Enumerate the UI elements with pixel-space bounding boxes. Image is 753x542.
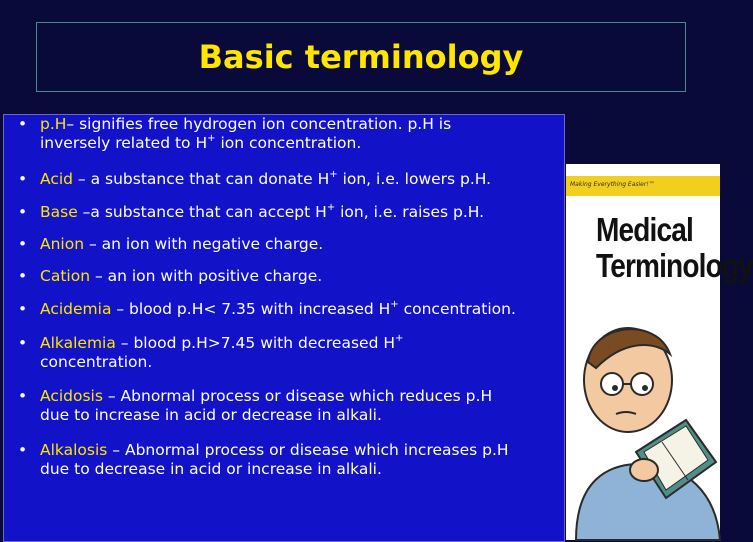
term-definition: – signifies free hydrogen ion concentration. p.H is <box>66 115 452 133</box>
list-item <box>10 387 560 425</box>
bullet-icon: • <box>18 441 28 459</box>
title-box <box>36 22 686 92</box>
term-name: Alkalemia <box>40 334 116 352</box>
list-item <box>10 115 560 153</box>
list-item <box>10 203 560 222</box>
book-tagline: Making Everything Easier!™ <box>570 181 655 188</box>
book-title <box>596 211 753 284</box>
term-definition: – a substance that can donate H <box>73 170 330 188</box>
term-definition: ion, i.e. lowers p.H. <box>337 170 492 188</box>
term-definition: ion concentration. <box>215 134 362 152</box>
superscript: + <box>326 202 336 213</box>
term-name: Acid <box>40 170 73 188</box>
superscript: + <box>395 333 404 344</box>
bullet-icon: • <box>18 203 28 221</box>
bullet-icon: • <box>18 267 28 285</box>
term-definition: –a substance that can accept H <box>77 203 327 221</box>
term-definition: concentration. <box>398 300 516 318</box>
term-definition: – an ion with negative charge. <box>84 235 324 253</box>
term-name: Cation <box>40 267 91 285</box>
list-item <box>10 334 560 372</box>
term-definition: – an ion with positive charge. <box>90 267 323 285</box>
term-definition: ion, i.e. raises p.H. <box>335 203 485 221</box>
term-definition: – Abnormal process or disease which reduces p.H <box>102 387 493 405</box>
term-definition: due to decrease in acid or increase in alkali. <box>40 460 382 478</box>
term-definition: concentration. <box>40 353 153 371</box>
term-name: Anion <box>40 235 85 253</box>
term-definition: – blood p.H< 7.35 with increased H <box>111 300 391 318</box>
term-name: Acidemia <box>40 300 112 318</box>
term-definition: due to increase in acid or decrease in alkali. <box>40 406 382 424</box>
book-title-line: Terminology <box>596 247 753 284</box>
list-item <box>10 235 560 254</box>
list-item <box>10 441 560 479</box>
superscript: + <box>329 169 338 180</box>
term-definition: – blood p.H>7.45 with decreased H <box>115 334 395 352</box>
book-cover-image <box>566 164 753 540</box>
list-item <box>10 267 560 286</box>
bullet-icon: • <box>18 300 28 318</box>
superscript: + <box>390 299 399 310</box>
bullet-icon: • <box>18 387 28 405</box>
term-definition: – Abnormal process or disease which increases p.H <box>107 441 509 459</box>
superscript: + <box>207 133 216 144</box>
term-name: Base <box>40 203 78 221</box>
term-name: Alkalosis <box>40 441 108 459</box>
list-item <box>10 170 560 189</box>
term-definition: inversely related to H <box>40 134 208 152</box>
book-title-line: Medical <box>596 211 693 248</box>
term-name: Acidosis <box>40 387 103 405</box>
bullet-icon: • <box>18 170 28 188</box>
bullet-icon: • <box>18 235 28 253</box>
term-name: p.H <box>40 115 67 133</box>
list-item <box>10 300 560 319</box>
reading-man-illustration <box>566 302 720 540</box>
content-panel <box>3 114 565 542</box>
slide-title: Basic terminology <box>198 38 524 76</box>
bullet-icon: • <box>18 115 28 133</box>
bullet-icon: • <box>18 334 28 352</box>
